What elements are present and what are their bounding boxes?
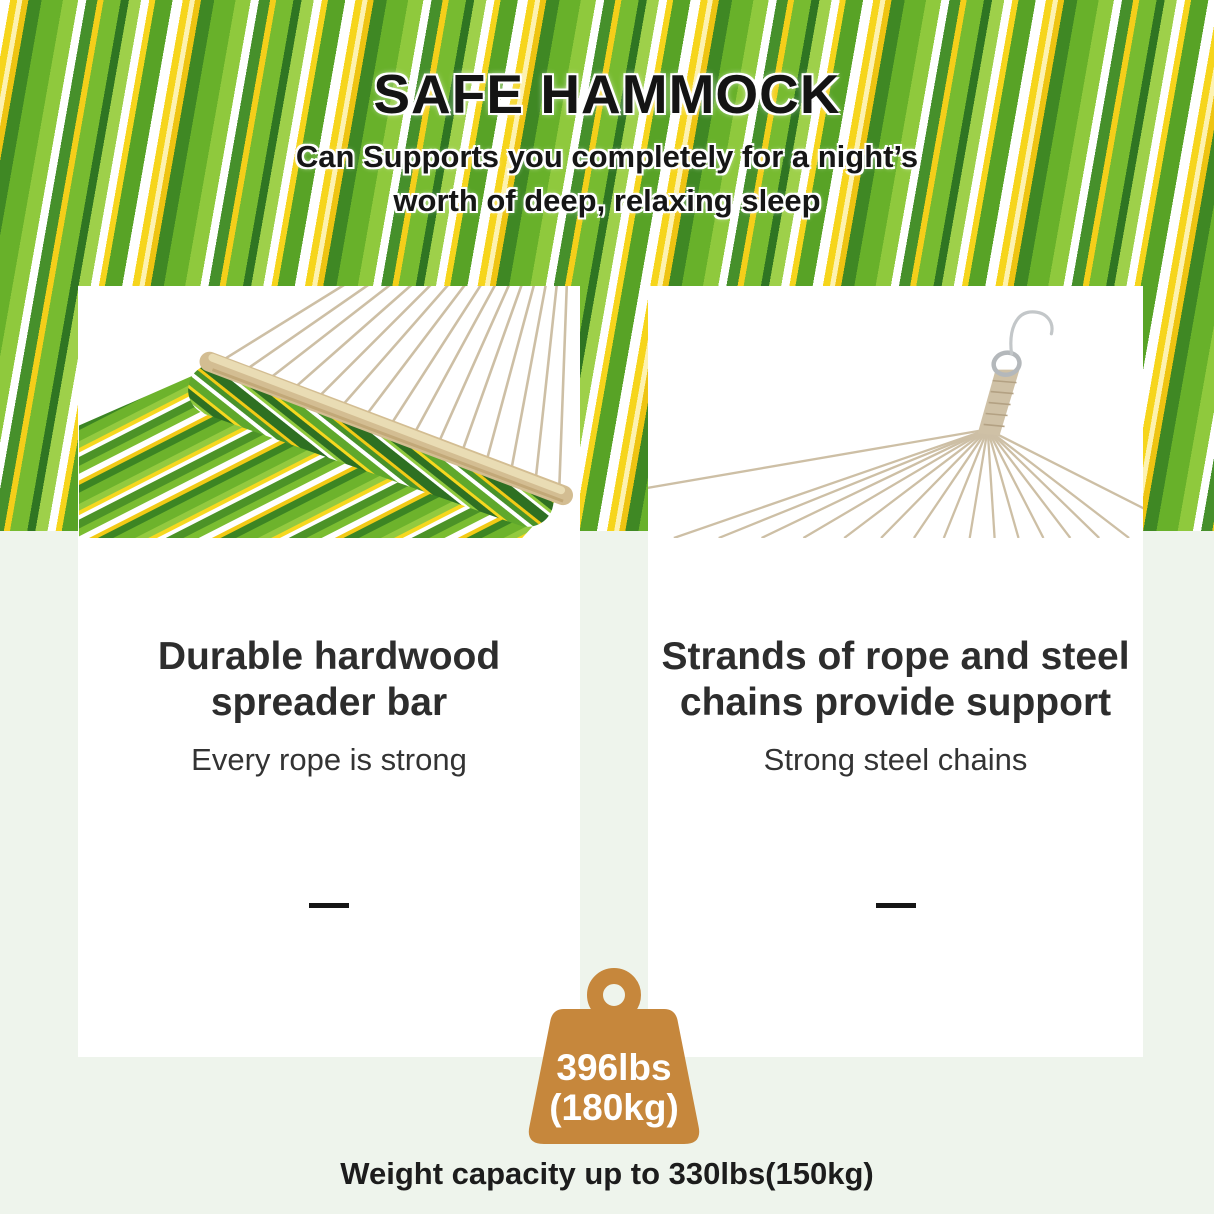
divider-dash <box>309 903 349 908</box>
weight-capacity-caption: Weight capacity up to 330lbs(150kg) <box>340 1156 874 1191</box>
card-heading <box>648 634 1143 726</box>
rope-ring-photo <box>648 286 1143 538</box>
card-heading-line-2: chains provide support <box>679 681 1112 724</box>
feature-card-spreader-bar <box>78 286 580 1057</box>
card-tagline: Strong steel chains <box>763 742 1028 777</box>
weight-badge-kg: (180kg) <box>549 1087 679 1128</box>
divider-dash <box>876 903 916 908</box>
card-heading-line-1: Durable hardwood <box>157 635 501 678</box>
weight-badge-text <box>524 1048 704 1128</box>
feature-card-rope-chains <box>648 286 1143 1057</box>
card-tagline: Every rope is strong <box>191 742 467 777</box>
page-title: SAFE HAMMOCK <box>373 63 841 125</box>
spreader-bar-illustration <box>78 286 580 538</box>
subtitle-line-2: worth of deep, relaxing sleep <box>393 183 821 218</box>
hero-text-block <box>0 63 1214 223</box>
card-heading-line-2: spreader bar <box>210 681 448 724</box>
spreader-bar-photo <box>78 286 580 538</box>
card-heading <box>78 634 580 726</box>
weight-badge-lbs: 396lbs <box>556 1047 672 1088</box>
card-heading-line-1: Strands of rope and steel <box>661 635 1130 678</box>
rope-ring-illustration <box>648 286 1143 538</box>
subtitle-line-1: Can Supports you completely for a night’s <box>295 139 919 174</box>
